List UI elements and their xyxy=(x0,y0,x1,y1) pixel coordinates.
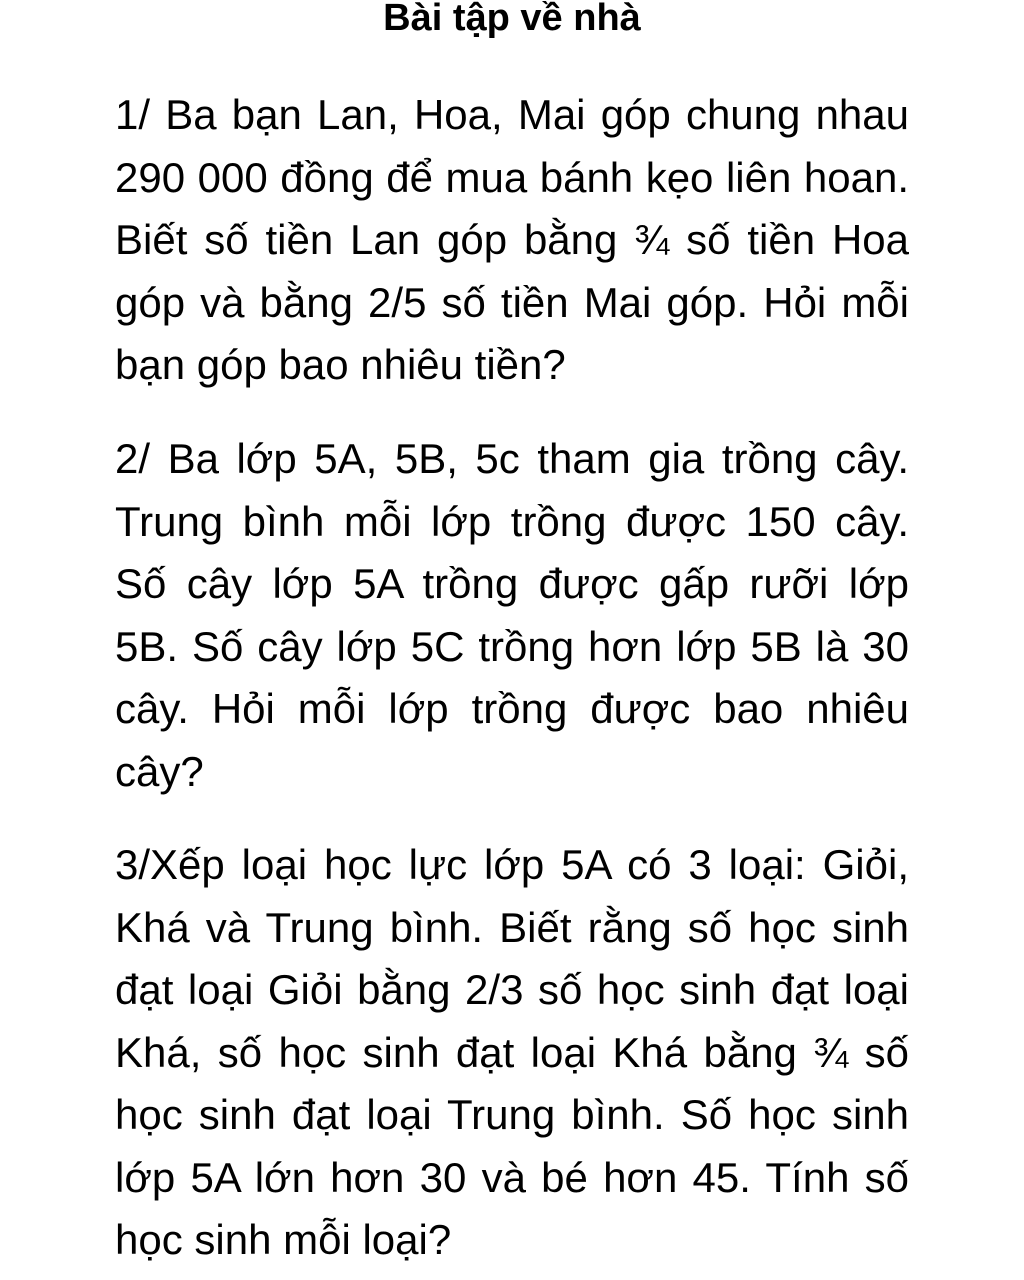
problem-2: 2/ Ba lớp 5A, 5B, 5c tham gia trồng cây. Trung bình mỗi lớp trồng được 150 cây. Số cây lớp 5A trồng được gấp rưỡi lớp 5B. Số cây lớp 5C trồng hơn lớp 5B là 30 cây. Hỏi mỗi lớp trồng được bao nhiêu cây? xyxy=(115,435,909,795)
page-title: Bài tập về nhà xyxy=(383,0,641,39)
problem-1: 1/ Ba bạn Lan, Hoa, Mai góp chung nhau 290 000 đồng để mua bánh kẹo liên hoan. Biết số tiền Lan góp bằng ¾ số tiền Hoa góp và bằng 2/5 số tiền Mai góp. Hỏi mỗi bạn góp bao nhiêu tiền? xyxy=(115,91,909,388)
problem-3: 3/Xếp loại học lực lớp 5A có 3 loại: Giỏi, Khá và Trung bình. Biết rằng số học sinh đạt loại Giỏi bằng 2/3 số học sinh đạt loại Khá, số học sinh đạt loại Khá bằng ¾ số học sinh đạt loại Trung bình. Số học sinh lớp 5A lớn hơn 30 và bé hơn 45. Tính số học sinh mỗi loại? xyxy=(115,841,909,1263)
